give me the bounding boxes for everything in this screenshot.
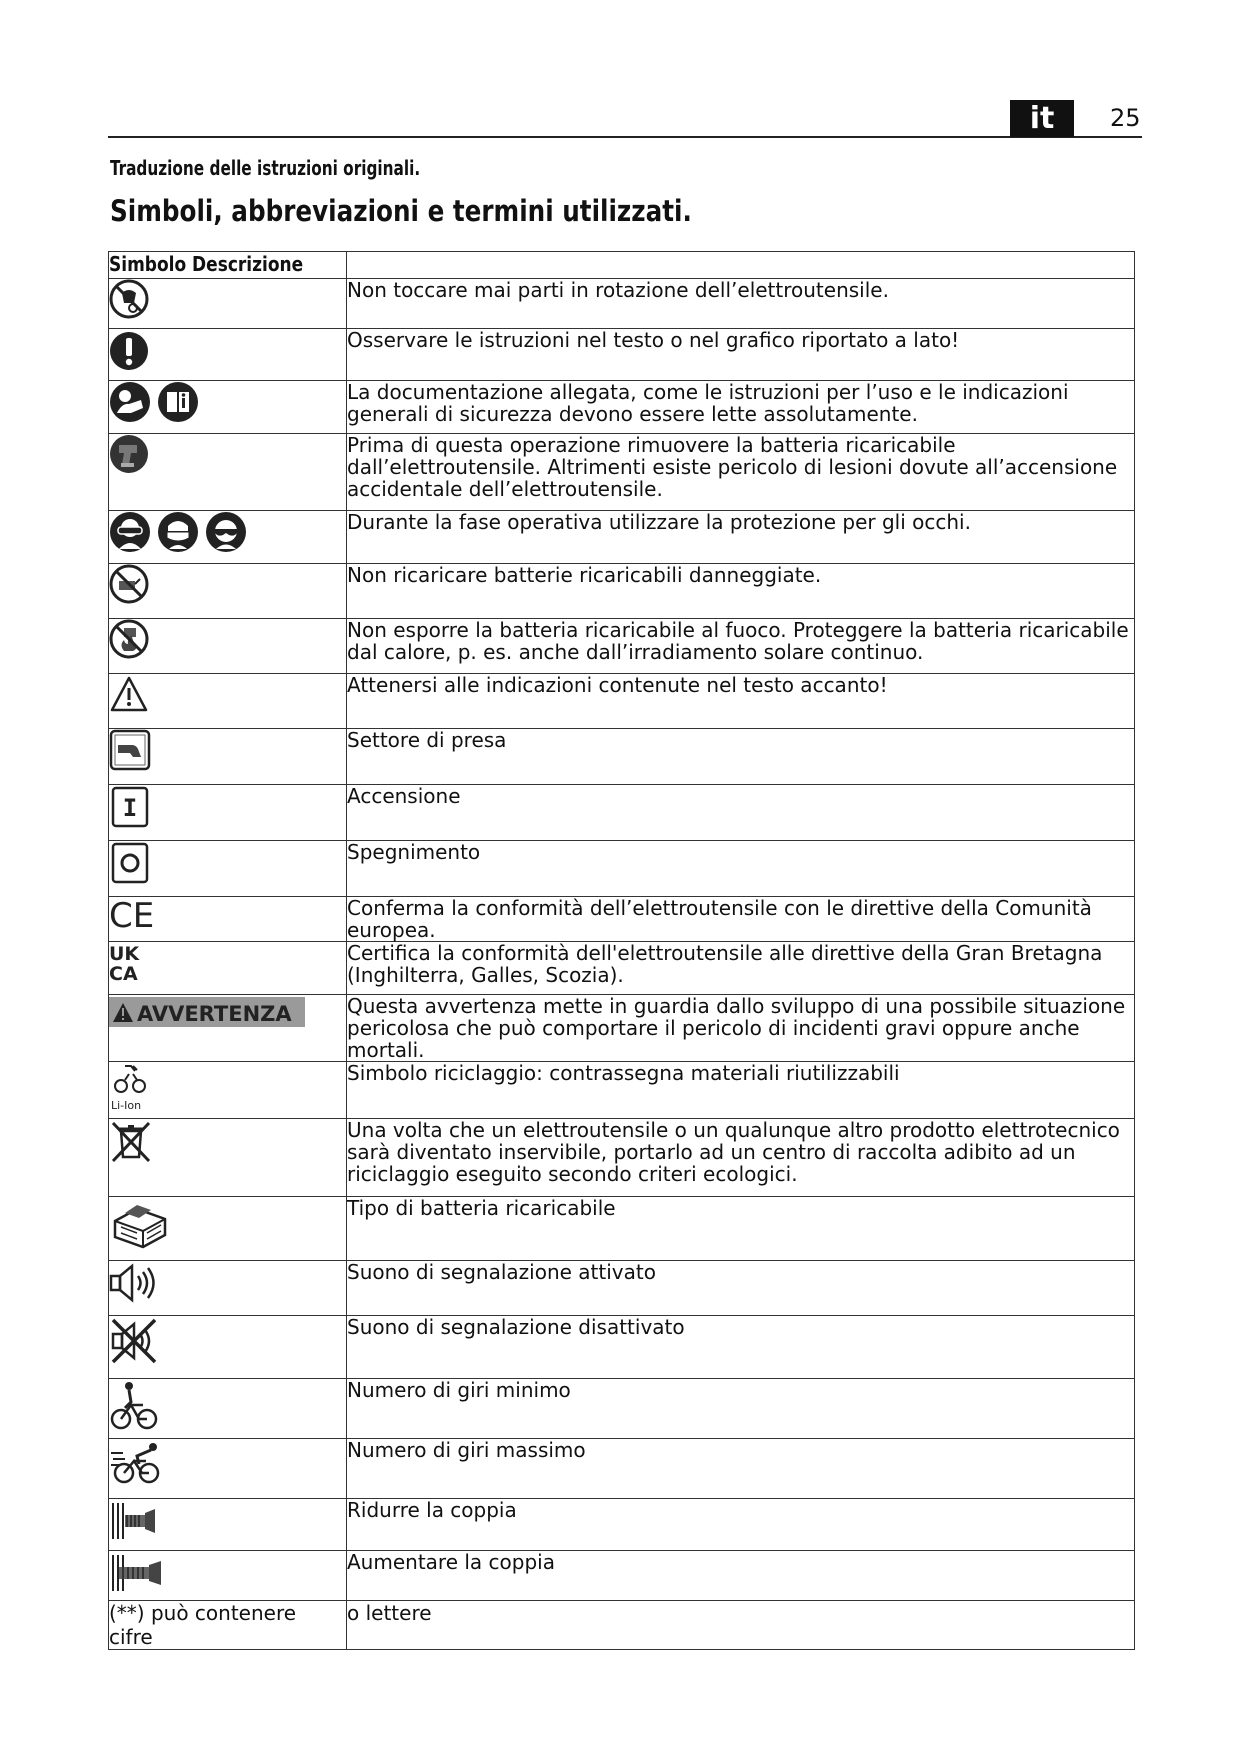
row-description: Questa avvertenza mette in guardia dallo sviluppo di una possibile situazione pericolosa che può comportare il pericolo di incidenti gravi oppure anche mortali. — [347, 995, 1135, 1062]
row-description: Osservare le istruzioni nel testo o nel grafico riportato a lato! — [347, 329, 1135, 381]
table-row — [109, 785, 1135, 841]
table-row — [109, 1316, 1135, 1379]
grip-area-icon — [109, 729, 151, 771]
power-on-icon — [109, 785, 151, 829]
table-row — [109, 995, 1135, 1062]
table-row — [109, 1261, 1135, 1316]
footnote-part2: o lettere — [347, 1601, 1135, 1650]
goggles-icon — [109, 511, 151, 553]
row-description: Conferma la conformità dell’elettroutensile con le direttive della Comunità europea. — [347, 897, 1135, 942]
table-row — [109, 279, 1135, 329]
table-row — [109, 511, 1135, 564]
row-description: Suono di segnalazione attivato — [347, 1261, 1135, 1316]
table-row — [109, 1062, 1135, 1119]
fast-cyclist-icon — [109, 1439, 167, 1487]
table-row — [109, 619, 1135, 674]
row-description: Una volta che un elettroutensile o un qualunque altro prodotto elettrotecnico sarà diventato inservibile, portarlo ad un centro di raccolta adibito ad un riciclaggio eseguito secondo criteri ecologici. — [347, 1119, 1135, 1197]
safety-glasses-icon — [205, 511, 247, 553]
table-header: Simbolo Descrizione — [109, 252, 347, 279]
row-description: Spegnimento — [347, 841, 1135, 897]
row-description: Simbolo riciclaggio: contrassegna materiali riutilizzabili — [347, 1062, 1135, 1119]
table-row — [109, 1197, 1135, 1261]
row-description: La documentazione allegata, come le istruzioni per l’uso e le indicazioni generali di sicurezza devono essere lette assolutamente. — [347, 381, 1135, 434]
svg-text:CE: CE — [109, 897, 155, 931]
row-description: Non ricaricare batterie ricaricabili danneggiate. — [347, 564, 1135, 619]
ce-mark-icon — [109, 897, 155, 931]
svg-text:I: I — [122, 794, 138, 822]
table-row — [109, 841, 1135, 897]
power-off-icon — [109, 841, 151, 885]
row-description: Accensione — [347, 785, 1135, 841]
table-row — [109, 729, 1135, 785]
table-row — [109, 942, 1135, 995]
header-rule — [108, 136, 1142, 138]
row-description: Tipo di batteria ricaricabile — [347, 1197, 1135, 1261]
no-charging-damaged-battery-icon — [109, 564, 149, 604]
table-row — [109, 329, 1135, 381]
row-description: Non toccare mai parti in rotazione dell’elettroutensile. — [347, 279, 1135, 329]
footnote-part1: (**) può contenere cifre — [109, 1601, 347, 1650]
row-description: Non esporre la batteria ricaricabile al fuoco. Proteggere la batteria ricaricabile dal calore, p. es. anche dall’irradiamento solare continuo. — [347, 619, 1135, 674]
warning-triangle-icon — [109, 674, 149, 714]
row-description: Prima di questa operazione rimuovere la batteria ricaricabile dall’elettroutensile. Altrimenti esiste pericolo di lesioni dovute all’accensione accidentale dell’elettroutensile. — [347, 434, 1135, 511]
page-number: 25 — [1110, 104, 1141, 132]
table-header-row — [109, 252, 1135, 279]
ukca-mark-icon — [109, 942, 149, 984]
footnote-row — [109, 1601, 1135, 1650]
page-title: Simboli, abbreviazioni e termini utilizzati. — [110, 194, 692, 228]
exclamation-icon — [109, 329, 149, 373]
table-row — [109, 1499, 1135, 1551]
no-fire-battery-icon — [109, 619, 149, 659]
increase-torque-icon — [109, 1551, 165, 1595]
row-description: Attenersi alle indicazioni contenute nel testo accanto! — [347, 674, 1135, 729]
face-shield-icon — [157, 511, 199, 553]
row-description: Durante la fase operativa utilizzare la protezione per gli occhi. — [347, 511, 1135, 564]
table-row — [109, 434, 1135, 511]
table-row — [109, 1119, 1135, 1197]
subtitle: Traduzione delle istruzioni originali. — [110, 156, 421, 180]
battery-pack-icon — [109, 1197, 171, 1251]
sound-on-icon — [109, 1261, 159, 1305]
svg-text:CA: CA — [109, 963, 138, 984]
table-row — [109, 1439, 1135, 1499]
avvertenza-label-icon — [109, 995, 305, 1029]
read-manual-person-icon — [109, 381, 151, 423]
slow-cyclist-icon — [109, 1379, 159, 1431]
reduce-torque-icon — [109, 1499, 159, 1543]
row-description: Aumentare la coppia — [347, 1551, 1135, 1601]
table-row — [109, 1551, 1135, 1601]
svg-text:AVVERTENZA: AVVERTENZA — [137, 1002, 292, 1026]
read-manual-book-icon — [157, 381, 199, 423]
remove-battery-icon — [109, 434, 149, 474]
svg-text:UK: UK — [109, 943, 140, 965]
recycling-li-ion-icon — [109, 1062, 153, 1112]
row-description: Certifica la conformità dell'elettroutensile alle direttive della Gran Bretagna (Inghilterra, Galles, Scozia). — [347, 942, 1135, 995]
table-row — [109, 897, 1135, 942]
crossed-bin-icon — [109, 1119, 153, 1165]
table-row — [109, 381, 1135, 434]
table-row — [109, 1379, 1135, 1439]
language-tab: it — [1010, 100, 1074, 137]
row-description: Suono di segnalazione disattivato — [347, 1316, 1135, 1379]
table-row — [109, 564, 1135, 619]
symbols-table — [108, 251, 1135, 1650]
row-description: Numero di giri massimo — [347, 1439, 1135, 1499]
sound-off-icon — [109, 1316, 161, 1366]
svg-text:Li-Ion: Li-Ion — [111, 1099, 142, 1112]
table-row — [109, 674, 1135, 729]
row-description: Settore di presa — [347, 729, 1135, 785]
no-touching-rotating-parts-icon — [109, 279, 149, 319]
row-description: Numero di giri minimo — [347, 1379, 1135, 1439]
row-description: Ridurre la coppia — [347, 1499, 1135, 1551]
